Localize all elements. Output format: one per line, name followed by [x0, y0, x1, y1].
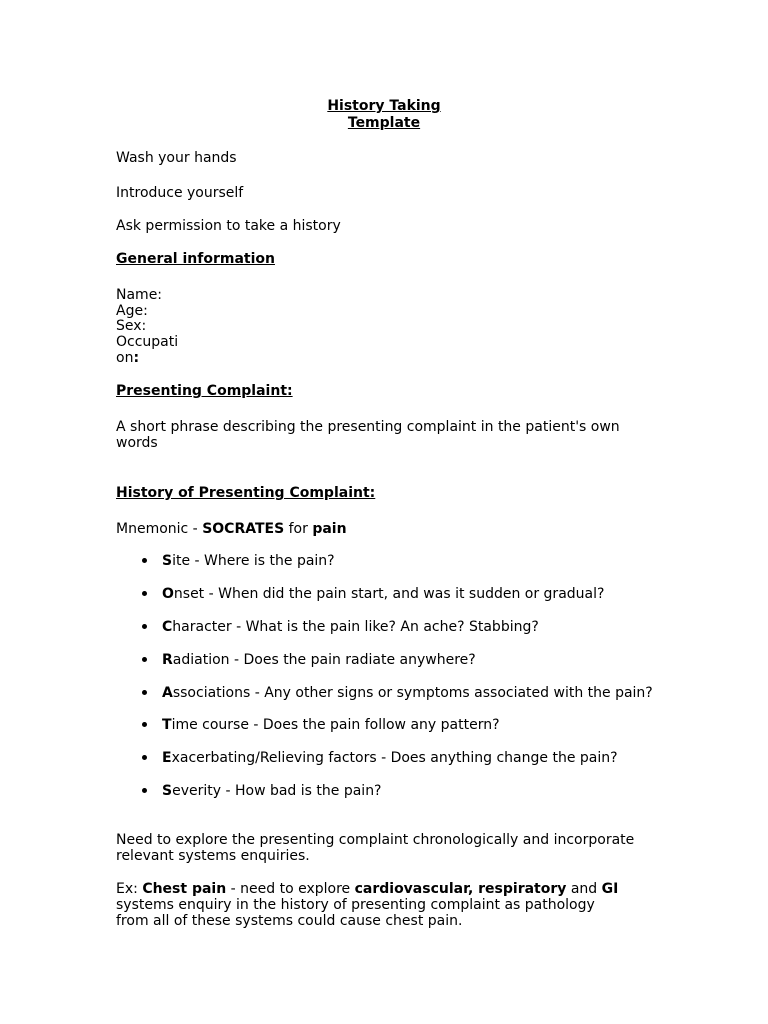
- field-age: Age:: [116, 303, 148, 319]
- item-letter: C: [162, 619, 173, 635]
- bullet-icon: [142, 690, 147, 695]
- occupation-colon: :: [133, 350, 140, 366]
- example-prefix: Ex:: [116, 881, 143, 897]
- example-text: - need to explore: [226, 881, 355, 897]
- item-text: xacerbating/Relieving factors - Does anything change the pain?: [171, 750, 618, 766]
- hpc-heading: History of Presenting Complaint:: [116, 485, 376, 501]
- bullet-icon: [142, 657, 147, 662]
- mnemonic-prefix: Mnemonic -: [116, 521, 203, 537]
- page-title: History Taking: [327, 98, 441, 114]
- field-sex: Sex:: [116, 318, 147, 334]
- presenting-complaint-heading: Presenting Complaint:: [116, 383, 293, 399]
- example-chest-pain: Chest pain: [142, 881, 227, 897]
- list-item: [162, 652, 476, 668]
- item-text: adiation - Does the pain radiate anywhere?: [172, 652, 476, 668]
- intro-step: Wash your hands: [116, 150, 237, 166]
- bullet-icon: [142, 722, 147, 727]
- item-letter: S: [162, 553, 173, 569]
- example-comma: ,: [467, 881, 479, 897]
- list-item: [162, 586, 604, 602]
- mnemonic-subject: pain: [312, 521, 347, 537]
- bullet-icon: [142, 558, 147, 563]
- field-name: Name:: [116, 287, 163, 303]
- example-gi: GI: [601, 881, 619, 897]
- bullet-icon: [142, 591, 147, 596]
- intro-step: Ask permission to take a history: [116, 218, 341, 234]
- general-information-heading: General information: [116, 251, 275, 267]
- mnemonic-line: [116, 521, 347, 537]
- list-item: [162, 685, 653, 701]
- item-letter: T: [162, 717, 172, 733]
- occupation-tail: on: [116, 350, 134, 366]
- list-item: [162, 619, 539, 635]
- example-line: from all of these systems could cause chest pain.: [116, 913, 463, 929]
- explore-note: Need to explore the presenting complaint chronologically and incorporate: [116, 832, 635, 848]
- bullet-icon: [142, 788, 147, 793]
- field-occupation-wrap: [116, 350, 139, 366]
- item-letter: S: [162, 783, 173, 799]
- item-text: haracter - What is the pain like? An ache? Stabbing?: [172, 619, 539, 635]
- intro-step: Introduce yourself: [116, 185, 244, 201]
- item-letter: O: [162, 586, 174, 602]
- item-letter: E: [162, 750, 172, 766]
- presenting-complaint-description: words: [116, 435, 158, 451]
- item-letter: A: [162, 685, 173, 701]
- list-item: [162, 783, 382, 799]
- item-letter: R: [162, 652, 173, 668]
- bullet-icon: [142, 755, 147, 760]
- example-line: [116, 881, 618, 897]
- item-text: nset - When did the pain start, and was it sudden or gradual?: [173, 586, 605, 602]
- item-text: ite - Where is the pain?: [172, 553, 335, 569]
- list-item: [162, 553, 335, 569]
- example-respiratory: respiratory: [478, 881, 567, 897]
- presenting-complaint-description: A short phrase describing the presenting complaint in the patient's own: [116, 419, 620, 435]
- item-text: everity - How bad is the pain?: [172, 783, 382, 799]
- mnemonic-mid: for: [284, 521, 313, 537]
- list-item: [162, 750, 618, 766]
- example-cardiovascular: cardiovascular: [354, 881, 468, 897]
- explore-note: relevant systems enquiries.: [116, 848, 310, 864]
- item-text: ssociations - Any other signs or symptoms associated with the pain?: [172, 685, 653, 701]
- list-item: [162, 717, 500, 733]
- example-and: and: [566, 881, 602, 897]
- example-line: systems enquiry in the history of presenting complaint as pathology: [116, 897, 595, 913]
- item-text: ime course - Does the pain follow any pattern?: [171, 717, 500, 733]
- bullet-icon: [142, 624, 147, 629]
- page-subtitle: Template: [347, 115, 421, 131]
- mnemonic-word: SOCRATES: [202, 521, 285, 537]
- field-occupation: Occupati: [116, 334, 179, 350]
